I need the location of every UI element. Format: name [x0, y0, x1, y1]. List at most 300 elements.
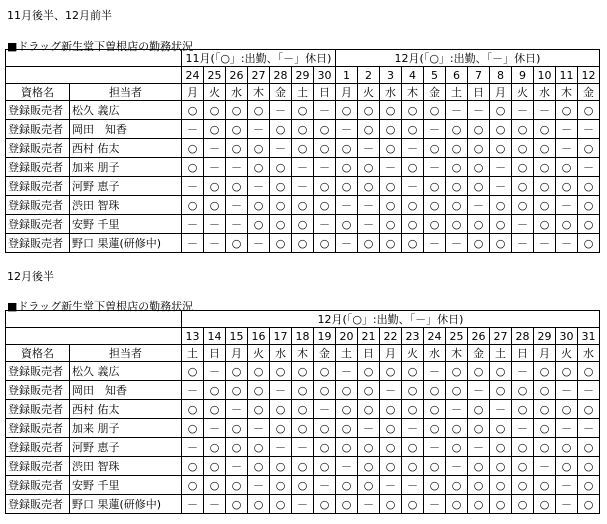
- attendance-mark: ○: [512, 438, 534, 457]
- staff-row: [6, 495, 600, 514]
- weekday-cell: 月: [182, 84, 204, 101]
- attendance-mark: －: [446, 457, 468, 476]
- attendance-mark: ○: [270, 158, 292, 177]
- attendance-mark: ○: [468, 419, 490, 438]
- attendance-mark: ○: [468, 120, 490, 139]
- attendance-mark: －: [226, 400, 248, 419]
- attendance-mark: －: [336, 196, 358, 215]
- attendance-mark: ○: [248, 215, 270, 234]
- weekday-cell: 土: [490, 345, 512, 362]
- day-number-cell: 25: [446, 328, 468, 345]
- attendance-mark: －: [358, 215, 380, 234]
- attendance-mark: ○: [248, 495, 270, 514]
- attendance-mark: ○: [292, 381, 314, 400]
- attendance-mark: ○: [336, 419, 358, 438]
- attendance-mark: －: [182, 381, 204, 400]
- attendance-mark: －: [336, 234, 358, 253]
- staff-row: [6, 215, 600, 234]
- attendance-mark: ○: [182, 158, 204, 177]
- attendance-mark: ○: [578, 362, 600, 381]
- attendance-mark: ○: [204, 457, 226, 476]
- attendance-mark: ○: [380, 457, 402, 476]
- weekday-cell: 火: [358, 84, 380, 101]
- attendance-mark: ○: [314, 438, 336, 457]
- attendance-mark: ○: [358, 177, 380, 196]
- attendance-mark: －: [336, 362, 358, 381]
- person-cell: 岡田 知香: [70, 381, 182, 400]
- attendance-mark: ○: [336, 400, 358, 419]
- attendance-mark: ○: [358, 362, 380, 381]
- attendance-mark: ○: [468, 495, 490, 514]
- qualification-cell: 登録販売者: [6, 101, 70, 120]
- attendance-mark: ○: [270, 476, 292, 495]
- day-number-cell: 18: [292, 328, 314, 345]
- attendance-mark: －: [556, 381, 578, 400]
- person-header: 担当者: [70, 84, 182, 101]
- attendance-mark: ○: [468, 234, 490, 253]
- qualification-cell: 登録販売者: [6, 457, 70, 476]
- attendance-mark: －: [182, 438, 204, 457]
- attendance-mark: ○: [314, 139, 336, 158]
- attendance-mark: －: [292, 158, 314, 177]
- attendance-mark: ○: [248, 400, 270, 419]
- blank-header-cell: [6, 67, 182, 84]
- attendance-mark: ○: [490, 495, 512, 514]
- attendance-mark: ○: [512, 177, 534, 196]
- person-cell: 渋田 智珠: [70, 196, 182, 215]
- attendance-mark: ○: [314, 196, 336, 215]
- attendance-mark: ○: [380, 120, 402, 139]
- month-group-header: 12月(「○」:出勤、「－」休日): [336, 50, 600, 67]
- day-number-cell: 23: [402, 328, 424, 345]
- attendance-mark: ○: [578, 234, 600, 253]
- day-number-cell: 14: [204, 328, 226, 345]
- weekday-cell: 土: [292, 84, 314, 101]
- day-number-cell: 25: [204, 67, 226, 84]
- attendance-mark: ○: [380, 419, 402, 438]
- attendance-mark: ○: [402, 196, 424, 215]
- day-number-cell: 24: [424, 328, 446, 345]
- attendance-mark: ○: [292, 362, 314, 381]
- attendance-mark: ○: [380, 438, 402, 457]
- day-number-cell: 21: [358, 328, 380, 345]
- attendance-mark: ○: [182, 476, 204, 495]
- day-number-cell: 3: [380, 67, 402, 84]
- attendance-mark: ○: [314, 120, 336, 139]
- attendance-mark: ○: [204, 177, 226, 196]
- attendance-mark: －: [358, 419, 380, 438]
- attendance-mark: ○: [490, 457, 512, 476]
- qualification-cell: 登録販売者: [6, 234, 70, 253]
- attendance-mark: ○: [248, 158, 270, 177]
- attendance-mark: ○: [402, 120, 424, 139]
- qualification-cell: 登録販売者: [6, 381, 70, 400]
- attendance-mark: ○: [380, 400, 402, 419]
- attendance-mark: ○: [468, 457, 490, 476]
- attendance-mark: ○: [424, 400, 446, 419]
- attendance-mark: ○: [556, 177, 578, 196]
- schedule-table-2: [5, 310, 600, 514]
- attendance-mark: ○: [182, 196, 204, 215]
- attendance-mark: ○: [336, 101, 358, 120]
- attendance-mark: －: [248, 476, 270, 495]
- attendance-mark: ○: [182, 419, 204, 438]
- attendance-mark: ○: [226, 495, 248, 514]
- attendance-mark: －: [556, 196, 578, 215]
- attendance-mark: ○: [490, 419, 512, 438]
- qualification-cell: 登録販売者: [6, 177, 70, 196]
- attendance-mark: ○: [270, 215, 292, 234]
- attendance-mark: ○: [512, 476, 534, 495]
- attendance-mark: ○: [446, 139, 468, 158]
- attendance-mark: ○: [292, 234, 314, 253]
- attendance-mark: ○: [424, 419, 446, 438]
- attendance-mark: ○: [556, 215, 578, 234]
- day-number-cell: 26: [226, 67, 248, 84]
- attendance-mark: ○: [578, 177, 600, 196]
- attendance-mark: ○: [556, 400, 578, 419]
- attendance-mark: －: [270, 101, 292, 120]
- person-cell: 加来 朋子: [70, 419, 182, 438]
- attendance-mark: －: [380, 158, 402, 177]
- qualification-cell: 登録販売者: [6, 215, 70, 234]
- qualification-header: 資格名: [6, 345, 70, 362]
- attendance-mark: －: [314, 476, 336, 495]
- day-number-cell: 1: [336, 67, 358, 84]
- attendance-mark: ○: [292, 419, 314, 438]
- attendance-mark: ○: [336, 476, 358, 495]
- attendance-mark: ○: [534, 495, 556, 514]
- attendance-mark: －: [226, 196, 248, 215]
- attendance-mark: －: [556, 495, 578, 514]
- attendance-mark: －: [292, 177, 314, 196]
- weekday-cell: 水: [424, 345, 446, 362]
- attendance-mark: ○: [292, 476, 314, 495]
- attendance-mark: －: [402, 177, 424, 196]
- attendance-mark: －: [490, 158, 512, 177]
- attendance-mark: ○: [512, 495, 534, 514]
- attendance-mark: ○: [204, 400, 226, 419]
- day-number-cell: 8: [490, 67, 512, 84]
- attendance-mark: ○: [358, 120, 380, 139]
- day-number-cell: 10: [534, 67, 556, 84]
- attendance-mark: ○: [578, 101, 600, 120]
- day-number-cell: 31: [578, 328, 600, 345]
- attendance-mark: －: [424, 120, 446, 139]
- day-number-cell: 2: [358, 67, 380, 84]
- person-cell: 渋田 智珠: [70, 457, 182, 476]
- attendance-mark: ○: [490, 101, 512, 120]
- attendance-mark: ○: [424, 139, 446, 158]
- attendance-mark: ○: [534, 362, 556, 381]
- attendance-mark: ○: [314, 177, 336, 196]
- attendance-mark: ○: [468, 139, 490, 158]
- attendance-mark: ○: [314, 457, 336, 476]
- weekday-cell: 月: [380, 345, 402, 362]
- attendance-mark: －: [424, 495, 446, 514]
- attendance-mark: ○: [424, 457, 446, 476]
- table-title-1: ■ドラッグ新生堂下曽根店の勤務状況: [7, 40, 194, 53]
- attendance-mark: ○: [358, 158, 380, 177]
- attendance-mark: ○: [424, 381, 446, 400]
- attendance-mark: ○: [556, 158, 578, 177]
- attendance-mark: －: [424, 362, 446, 381]
- staff-row: [6, 234, 600, 253]
- attendance-mark: ○: [358, 101, 380, 120]
- attendance-mark: ○: [226, 419, 248, 438]
- attendance-mark: ○: [314, 381, 336, 400]
- day-number-cell: 15: [226, 328, 248, 345]
- attendance-mark: ○: [226, 381, 248, 400]
- attendance-mark: ○: [490, 476, 512, 495]
- month-group-header: 11月(「○」:出勤、「－」休日): [182, 50, 336, 67]
- attendance-mark: ○: [424, 476, 446, 495]
- attendance-mark: ○: [292, 101, 314, 120]
- attendance-mark: ○: [446, 120, 468, 139]
- weekday-cell: 月: [336, 84, 358, 101]
- weekday-cell: 日: [204, 345, 226, 362]
- attendance-mark: －: [446, 101, 468, 120]
- attendance-mark: ○: [292, 196, 314, 215]
- attendance-mark: ○: [204, 120, 226, 139]
- staff-row: [6, 381, 600, 400]
- attendance-mark: －: [226, 457, 248, 476]
- weekday-cell: 水: [270, 345, 292, 362]
- attendance-mark: ○: [380, 139, 402, 158]
- attendance-mark: －: [578, 158, 600, 177]
- attendance-mark: －: [446, 234, 468, 253]
- attendance-mark: ○: [248, 438, 270, 457]
- attendance-mark: ○: [578, 196, 600, 215]
- attendance-mark: ○: [358, 234, 380, 253]
- attendance-mark: －: [468, 101, 490, 120]
- section-label-dec: 12月後半: [7, 270, 54, 283]
- weekday-cell: 土: [182, 345, 204, 362]
- attendance-mark: ○: [182, 400, 204, 419]
- attendance-mark: ○: [490, 381, 512, 400]
- day-number-cell: 19: [314, 328, 336, 345]
- attendance-mark: ○: [358, 476, 380, 495]
- attendance-mark: ○: [578, 476, 600, 495]
- attendance-mark: ○: [512, 457, 534, 476]
- attendance-mark: －: [226, 158, 248, 177]
- attendance-mark: －: [424, 438, 446, 457]
- attendance-mark: ○: [424, 196, 446, 215]
- attendance-mark: －: [556, 476, 578, 495]
- attendance-mark: ○: [270, 495, 292, 514]
- person-cell: 岡田 知香: [70, 120, 182, 139]
- weekday-cell: 金: [578, 84, 600, 101]
- attendance-mark: －: [314, 158, 336, 177]
- attendance-mark: －: [578, 381, 600, 400]
- attendance-mark: ○: [336, 381, 358, 400]
- attendance-mark: ○: [204, 438, 226, 457]
- attendance-mark: ○: [226, 362, 248, 381]
- qualification-cell: 登録販売者: [6, 362, 70, 381]
- staff-row: [6, 196, 600, 215]
- attendance-mark: ○: [380, 234, 402, 253]
- attendance-mark: ○: [534, 177, 556, 196]
- attendance-mark: －: [358, 196, 380, 215]
- weekday-cell: 火: [556, 345, 578, 362]
- attendance-mark: －: [446, 400, 468, 419]
- attendance-mark: ○: [248, 457, 270, 476]
- day-number-cell: 5: [424, 67, 446, 84]
- attendance-mark: ○: [358, 457, 380, 476]
- attendance-mark: ○: [446, 158, 468, 177]
- attendance-mark: ○: [490, 139, 512, 158]
- attendance-mark: ○: [578, 457, 600, 476]
- section-label-nov-dec: 11月後半、12月前半: [7, 9, 112, 22]
- attendance-mark: －: [204, 139, 226, 158]
- person-cell: 安野 千里: [70, 215, 182, 234]
- attendance-mark: －: [204, 362, 226, 381]
- staff-row: [6, 457, 600, 476]
- attendance-mark: －: [512, 234, 534, 253]
- weekday-cell: 月: [490, 84, 512, 101]
- attendance-mark: －: [578, 419, 600, 438]
- attendance-mark: ○: [182, 139, 204, 158]
- attendance-mark: ○: [270, 419, 292, 438]
- qualification-cell: 登録販売者: [6, 419, 70, 438]
- weekday-cell: 木: [556, 84, 578, 101]
- attendance-mark: ○: [402, 495, 424, 514]
- staff-row: [6, 177, 600, 196]
- attendance-mark: －: [578, 120, 600, 139]
- attendance-mark: ○: [424, 215, 446, 234]
- person-cell: 加来 朋子: [70, 158, 182, 177]
- weekday-cell: 日: [468, 84, 490, 101]
- staff-row: [6, 120, 600, 139]
- weekday-cell: 金: [424, 84, 446, 101]
- day-number-cell: 28: [270, 67, 292, 84]
- attendance-mark: ○: [512, 196, 534, 215]
- qualification-header: 資格名: [6, 84, 70, 101]
- person-cell: 河野 恵子: [70, 177, 182, 196]
- weekday-cell: 木: [402, 84, 424, 101]
- attendance-mark: ○: [248, 139, 270, 158]
- attendance-mark: ○: [534, 139, 556, 158]
- qualification-cell: 登録販売者: [6, 139, 70, 158]
- attendance-mark: ○: [358, 400, 380, 419]
- attendance-mark: ○: [402, 381, 424, 400]
- day-number-cell: 13: [182, 328, 204, 345]
- attendance-mark: －: [468, 438, 490, 457]
- staff-row: [6, 139, 600, 158]
- qualification-cell: 登録販売者: [6, 438, 70, 457]
- attendance-mark: －: [248, 120, 270, 139]
- weekday-cell: 火: [512, 84, 534, 101]
- day-number-cell: 29: [292, 67, 314, 84]
- attendance-mark: ○: [270, 196, 292, 215]
- attendance-mark: －: [204, 215, 226, 234]
- attendance-mark: ○: [248, 362, 270, 381]
- attendance-mark: ○: [292, 215, 314, 234]
- attendance-mark: ○: [556, 101, 578, 120]
- staff-row: [6, 476, 600, 495]
- attendance-mark: ○: [358, 438, 380, 457]
- attendance-mark: ○: [512, 158, 534, 177]
- weekday-cell: 日: [314, 84, 336, 101]
- attendance-mark: ○: [380, 215, 402, 234]
- qualification-cell: 登録販売者: [6, 120, 70, 139]
- attendance-mark: ○: [402, 101, 424, 120]
- attendance-mark: ○: [468, 177, 490, 196]
- attendance-mark: －: [512, 101, 534, 120]
- day-number-cell: 9: [512, 67, 534, 84]
- attendance-mark: ○: [446, 495, 468, 514]
- day-number-cell: 11: [556, 67, 578, 84]
- attendance-mark: ○: [534, 215, 556, 234]
- blank-header-cell: [6, 311, 182, 328]
- attendance-mark: ○: [468, 158, 490, 177]
- attendance-mark: ○: [204, 196, 226, 215]
- attendance-mark: ○: [490, 362, 512, 381]
- weekday-cell: 水: [578, 345, 600, 362]
- attendance-mark: ○: [226, 234, 248, 253]
- attendance-mark: －: [204, 158, 226, 177]
- day-number-cell: 12: [578, 67, 600, 84]
- attendance-mark: －: [336, 120, 358, 139]
- staff-row: [6, 362, 600, 381]
- attendance-mark: ○: [446, 419, 468, 438]
- attendance-mark: －: [270, 139, 292, 158]
- attendance-mark: －: [556, 120, 578, 139]
- person-cell: 河野 恵子: [70, 438, 182, 457]
- attendance-mark: －: [534, 101, 556, 120]
- attendance-mark: －: [314, 400, 336, 419]
- attendance-mark: ○: [468, 362, 490, 381]
- attendance-mark: ○: [248, 196, 270, 215]
- attendance-mark: ○: [402, 438, 424, 457]
- attendance-mark: ○: [490, 215, 512, 234]
- attendance-mark: ○: [578, 400, 600, 419]
- qualification-cell: 登録販売者: [6, 400, 70, 419]
- weekday-cell: 火: [248, 345, 270, 362]
- weekday-cell: 金: [270, 84, 292, 101]
- attendance-mark: ○: [534, 196, 556, 215]
- attendance-mark: －: [556, 234, 578, 253]
- person-cell: 野口 果蓮(研修中): [70, 495, 182, 514]
- attendance-mark: ○: [490, 196, 512, 215]
- attendance-mark: ○: [490, 234, 512, 253]
- attendance-mark: ○: [446, 438, 468, 457]
- attendance-mark: －: [314, 215, 336, 234]
- day-number-cell: 6: [446, 67, 468, 84]
- attendance-mark: ○: [292, 120, 314, 139]
- weekday-cell: 火: [204, 84, 226, 101]
- attendance-mark: ○: [182, 101, 204, 120]
- attendance-mark: ○: [270, 177, 292, 196]
- attendance-mark: ○: [226, 139, 248, 158]
- attendance-mark: ○: [380, 362, 402, 381]
- attendance-mark: －: [556, 139, 578, 158]
- attendance-mark: －: [226, 215, 248, 234]
- attendance-mark: ○: [380, 495, 402, 514]
- attendance-mark: ○: [204, 476, 226, 495]
- attendance-mark: ○: [182, 362, 204, 381]
- attendance-mark: ○: [292, 139, 314, 158]
- qualification-cell: 登録販売者: [6, 476, 70, 495]
- day-number-cell: 30: [556, 328, 578, 345]
- attendance-mark: ○: [402, 457, 424, 476]
- person-cell: 西村 佑太: [70, 139, 182, 158]
- attendance-mark: ○: [336, 215, 358, 234]
- person-cell: 松久 義広: [70, 362, 182, 381]
- attendance-mark: ○: [512, 139, 534, 158]
- attendance-mark: ○: [556, 438, 578, 457]
- attendance-mark: ○: [468, 476, 490, 495]
